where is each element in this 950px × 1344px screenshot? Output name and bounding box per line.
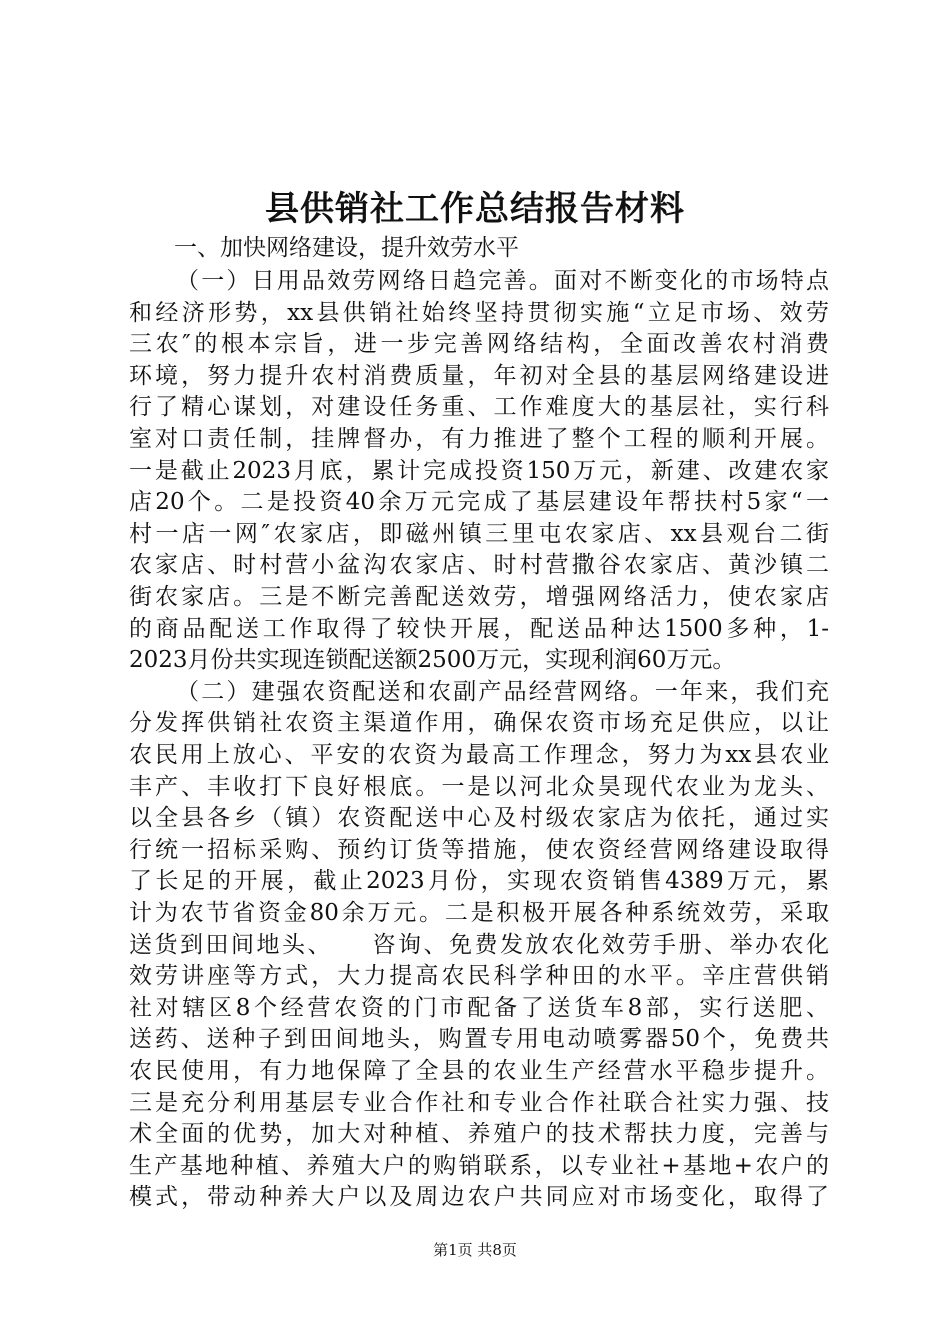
paragraph-line: 送货到田间地头、 咨询、免费发放农化效劳手册、举办农化 [129,932,829,958]
paragraph-line: 环境，努力提升农村消费质量，年初对全县的基层网络建设进 [129,363,829,389]
paragraph-line: 送药、送种子到田间地头，购置专用电动喷雾器50个，免费共 [129,1026,829,1052]
paragraph-line: 和经济形势，xx县供销社始终坚持贯彻实施“立足市场、效劳 [129,300,829,326]
paragraph-line: 店20个。二是投资40余万元完成了基层建设年帮扶村5家“一 [129,489,829,515]
document-title: 县供销社工作总结报告材料 [265,189,685,229]
paragraph-line: 以全县各乡（镇）农资配送中心及村级农家店为依托，通过实 [129,805,829,831]
paragraph-line: 室对口责任制，挂牌督办，有力推进了整个工程的顺利开展。 [129,426,829,452]
paragraph-line: 农民使用，有力地保障了全县的农业生产经营水平稳步提升。 [129,1058,829,1084]
paragraph-line: 三农″的根本宗旨，进一步完善网络结构，全面改善农村消费 [129,331,829,357]
page-footer: 第1页 共8页 [433,1241,517,1259]
paragraph-line: 街农家店。三是不断完善配送效劳，增强网络活力，使农家店 [129,584,829,610]
paragraph-line: 农家店、时村营小盆沟农家店、时村营撒谷农家店、黄沙镇二 [129,552,829,578]
paragraph-line: 模式，带动种养大户以及周边农户共同应对市场变化，取得了 [129,1184,829,1210]
paragraph-line: （二）建强农资配送和农副产品经营网络。一年来，我们充 [176,679,829,705]
paragraph-line: 行统一招标采购、预约订货等措施，使农资经营网络建设取得 [129,837,829,863]
paragraph-line: 村一店一网″农家店，即磁州镇三里屯农家店、xx县观台二街 [129,521,829,547]
paragraph-line: 效劳讲座等方式，大力提高农民科学种田的水平。辛庄营供销 [129,963,829,989]
paragraph-line: 分发挥供销社农资主渠道作用，确保农资市场充足供应，以让 [129,710,829,736]
paragraph-line: 社对辖区8个经营农资的门市配备了送货车8部，实行送肥、 [129,995,829,1021]
paragraph-line: 三是充分利用基层专业合作社和专业合作社联合社实力强、技 [129,1090,829,1116]
paragraph-line: 的商品配送工作取得了较快开展，配送品种达1500多种，1- [129,616,829,642]
paragraph-line: （一）日用品效劳网络日趋完善。面对不断变化的市场特点 [176,268,829,294]
paragraph-line: 术全面的优势，加大对种植、养殖户的技术帮扶力度，完善与 [129,1121,829,1147]
section-heading: 一、加快网络建设，提升效劳水平 [174,235,519,261]
paragraph-line: 行了精心谋划，对建设任务重、工作难度大的基层社，实行科 [129,394,829,420]
paragraph-line: 了长足的开展，截止2023月份，实现农资销售4389万元，累 [129,868,829,894]
paragraph-line: 一是截止2023月底，累计完成投资150万元，新建、改建农家 [129,458,829,484]
paragraph-line: 丰产、丰收打下良好根底。一是以河北众昊现代农业为龙头、 [129,774,829,800]
paragraph-line: 农民用上放心、平安的农资为最高工作理念，努力为xx县农业 [129,742,829,768]
paragraph-line: 生产基地种植、养殖大户的购销联系，以专业社+基地+农户的 [129,1153,829,1179]
paragraph-line: 计为农节省资金80余万元。二是积极开展各种系统效劳，采取 [129,900,829,926]
paragraph-line: 2023月份共实现连锁配送额2500万元，实现利润60万元。 [129,647,736,673]
